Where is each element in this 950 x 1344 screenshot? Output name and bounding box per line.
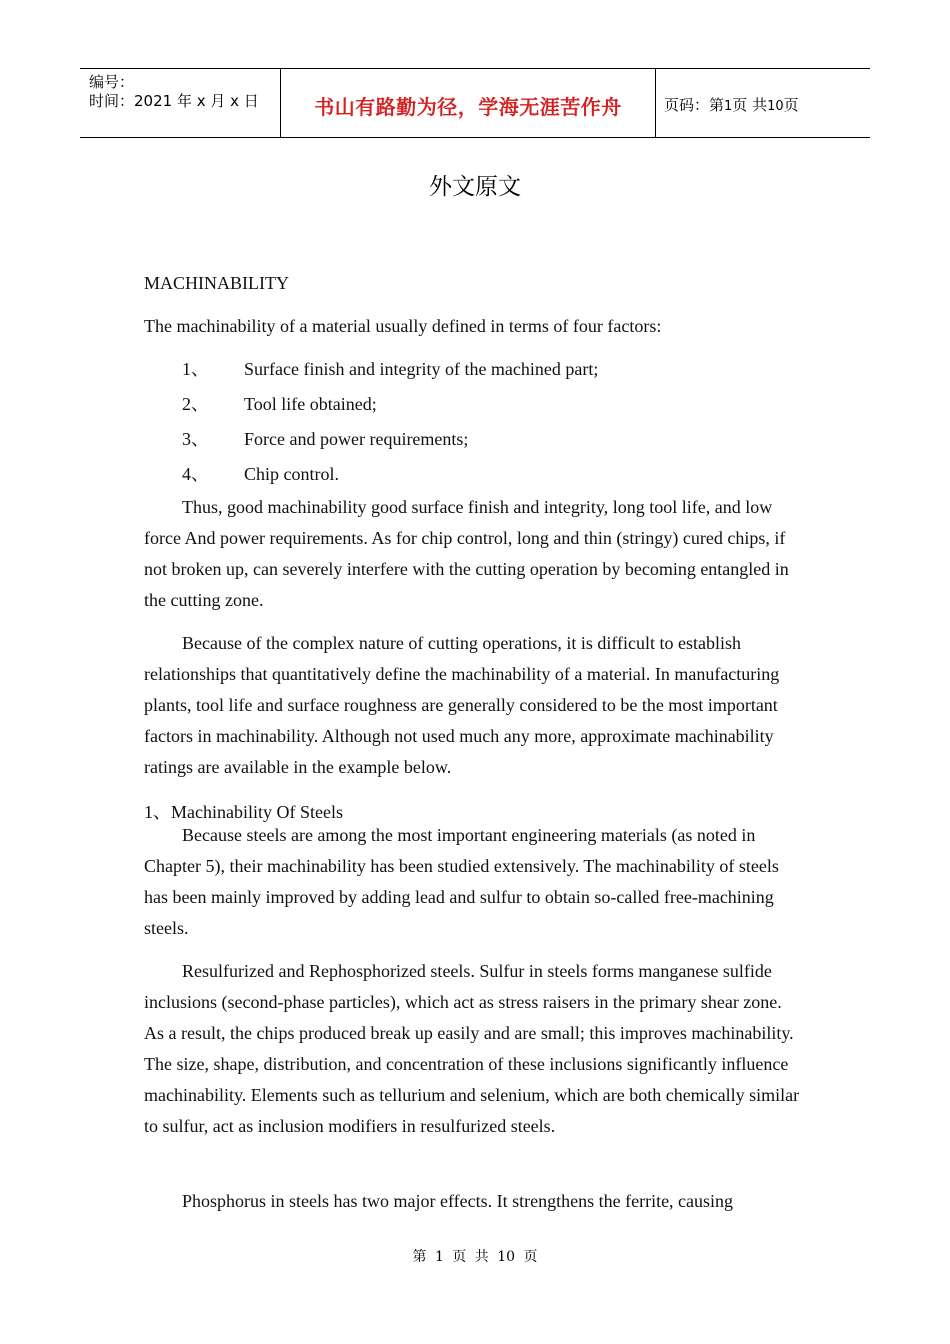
list-item xyxy=(182,460,339,488)
header-info-cell xyxy=(80,69,280,137)
header-motto-cell xyxy=(280,69,656,137)
page-footer: 第 1 页 共 10 页 xyxy=(412,1249,538,1265)
list-item xyxy=(182,390,377,418)
list-item-number: 1、 xyxy=(182,359,209,379)
page-suffix: 页 xyxy=(783,96,799,114)
list-item xyxy=(182,425,468,453)
list-item-text: Force and power requirements; xyxy=(244,429,469,449)
list-item-text: Surface finish and integrity of the machined part; xyxy=(244,359,599,379)
list-item-number: 3、 xyxy=(182,429,209,449)
header-table xyxy=(80,68,870,138)
page-total: 10 xyxy=(767,99,784,114)
list-item-text: Chip control. xyxy=(244,464,339,484)
body-paragraph: Phosphorus in steels has two major effects. It strengthens the ferrite, causing xyxy=(182,1191,734,1211)
doc-number-label: 编号： xyxy=(89,73,135,91)
list-item xyxy=(182,355,598,383)
doc-time-label: 时间：2021 年 x 月 x 日 xyxy=(89,92,259,110)
list-item-number: 2、 xyxy=(182,394,209,414)
list-item-text: Tool life obtained; xyxy=(244,394,377,414)
subsection-heading: 1、Machinability Of Steels xyxy=(144,802,343,822)
header-page-indicator xyxy=(664,94,799,115)
header-motto: 书山有路勤为径，学海无涯苦作舟 xyxy=(314,95,622,119)
intro-paragraph: The machinability of a material usually defined in terms of four factors: xyxy=(144,316,662,336)
page-prefix: 页码：第 xyxy=(664,96,725,114)
body-paragraph: Resulfurized and Rephosphorized steels. Sulfur in steels forms manganese sulfide inclusions (second-phase particles), which act as stress raisers in the primary shear zone. As a result, the chips produced break up easily and are small; this improves machinability. The size, shape, distribution, and concentration of these inclusions significantly influence machinability. Elements such as tellurium and selenium, which are both chemically similar to sulfur, act as inclusion modifiers in resulfurized steels. xyxy=(144,961,800,1136)
list-item-number: 4、 xyxy=(182,464,209,484)
page-current: 1 xyxy=(724,99,733,114)
page-mid: 页 共 xyxy=(732,96,768,114)
section-heading: MACHINABILITY xyxy=(144,273,289,293)
document-title: 外文原文 xyxy=(429,174,521,200)
body-paragraph: Thus, good machinability good surface finish and integrity, long tool life, and low force And power requirements. As for chip control, long and thin (stringy) cured chips, if not broken up, can severely interfere with the cutting operation by becoming entangled in the cutting zone. xyxy=(144,497,789,610)
body-paragraph: Because steels are among the most important engineering materials (as noted in Chapter 5), their machinability has been studied extensively. The machinability of steels has been mainly improved by adding lead and sulfur to obtain so-called free-machining steels. xyxy=(144,825,779,938)
header-page-cell xyxy=(655,69,870,137)
body-paragraph: Because of the complex nature of cutting operations, it is difficult to establish relationships that quantitatively define the machinability of a material. In manufacturing plants, tool life and surface roughness are generally considered to be the most important factors in machinability. Although not used much any more, approximate machinability ratings are available in the example below. xyxy=(144,633,780,777)
